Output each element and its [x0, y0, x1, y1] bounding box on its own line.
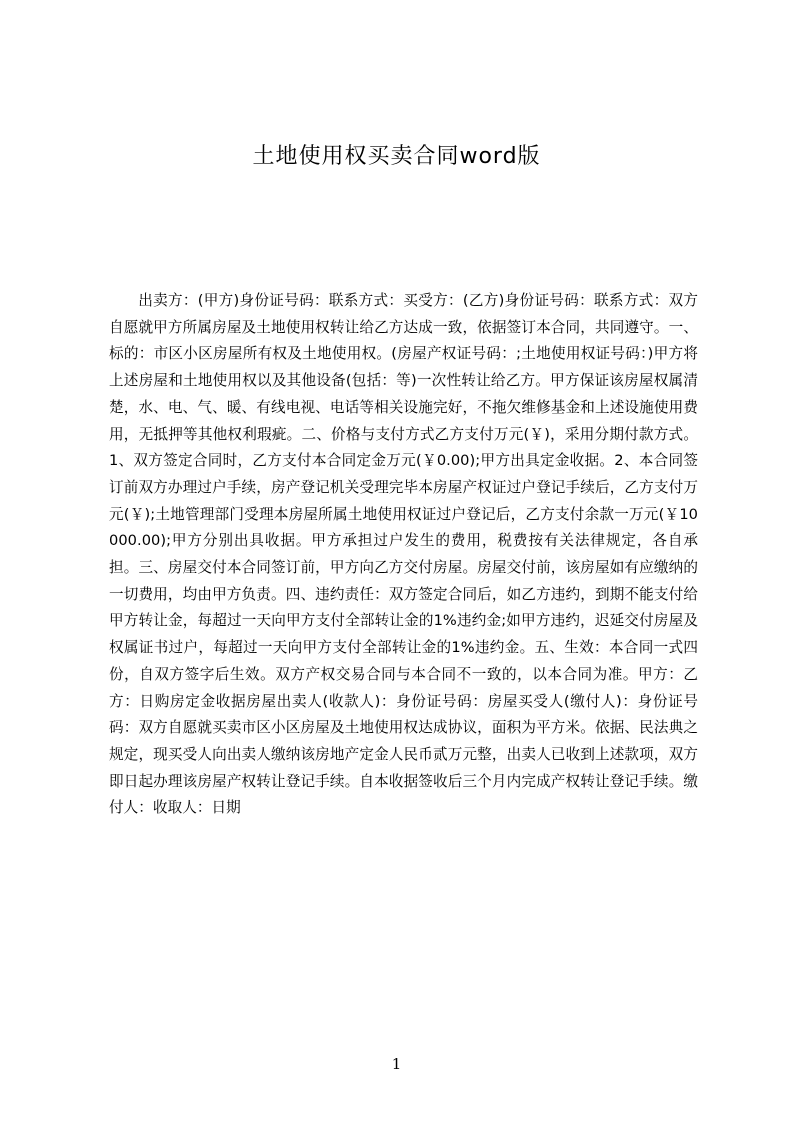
page-number: 1	[391, 1055, 402, 1073]
contract-body-text: 出卖方：(甲方)身份证号码：联系方式：买受方：(乙方)身份证号码：联系方式：双方自愿就甲方所属房屋及土地使用权转让给乙方达成一致，依据签订本合同，共同遵守。一、标的：市区小区房屋所有权及土地使用权。(房屋产权证号码：;土地使用权证号码：)甲方将上述房屋和土地使用权以及其他设备(包括：等)一次性转让给乙方。甲方保证该房屋权属清楚，水、电、气、暖、有线电视、电话等相关设施完好，不拖欠维修基金和上述设施使用费用，无抵押等其他权利瑕疵。二、价格与支付方式乙方支付万元(￥)，采用分期付款方式。1、双方签定合同时，乙方支付本合同定金万元(￥0.00);甲方出具定金收据。2、本合同签订前双方办理过户手续，房产登记机关受理完毕本房屋产权证过户登记手续后，乙方支付万元(￥);土地管理部门受理本房屋所属土地使用权证过户登记后，乙方支付余款一万元(￥10000.00);甲方分别出具收据。甲方承担过户发生的费用，税费按有关法律规定，各自承担。三、房屋交付本合同签订前，甲方向乙方交付房屋。房屋交付前，该房屋如有应缴纳的一切费用，均由甲方负责。四、违约责任：双方签定合同后，如乙方违约，到期不能支付给甲方转让金，每超过一天向甲方支付全部转让金的1%违约金;如甲方违约，迟延交付房屋及权属证书过户，每超过一天向甲方支付全部转让金的1%违约金。五、生效：本合同一式四份，自双方签字后生效。双方产权交易合同与本合同不一致的，以本合同为准。甲方：乙方：日购房定金收据房屋出卖人(收款人)：身份证号码：房屋买受人(缴付人)：身份证号码：双方自愿就买卖市区小区房屋及土地使用权达成协议，面积为平方米。依据、民法典之规定，现买受人向出卖人缴纳该房地产定金人民币贰万元整，出卖人已收到上述款项，双方即日起办理该房屋产权转让登记手续。自本收据签收后三个月内完成产权转让登记手续。缴付人：收取人：日期	[109, 292, 698, 817]
document-title: 土地使用权买卖合同word版	[252, 144, 541, 169]
